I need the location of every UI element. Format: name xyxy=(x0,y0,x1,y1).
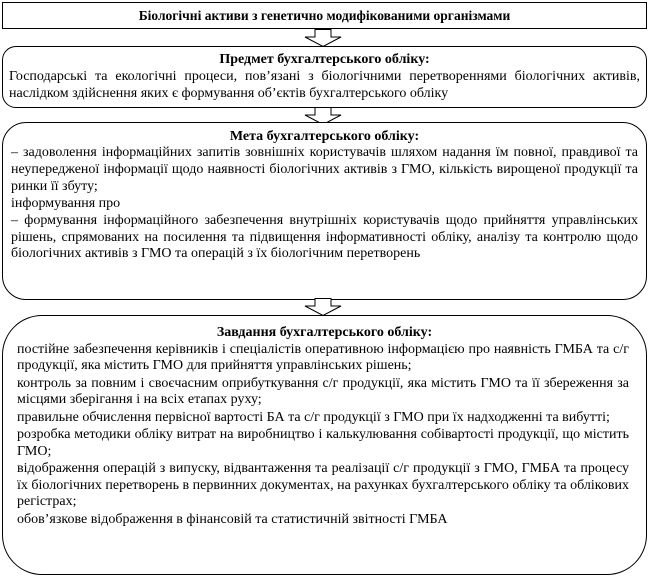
goal-item: – задоволення інформаційних запитів зовнішніх користувачів шляхом надання їм повної, правдивої та неупередженої інформації щодо наявності біологічних активів з ГМО, кількість вирощеної продукції та ринки її збуту; xyxy=(11,145,638,194)
task-item: постійне забезпечення керівників і спеціалістів оперативною інформацією про наявність ГМБА та с/г продукції, яка містить ГМО для прийняття управлінських рішень; xyxy=(17,342,629,374)
subject-box xyxy=(2,46,647,108)
down-arrow-1 xyxy=(303,29,343,47)
subject-heading: Предмет бухгалтерського обліку: xyxy=(219,52,430,67)
diagram-title: Біологічні активи з генетично модифікованими організмами xyxy=(138,7,511,23)
subject-text: Господарські та екологічні процеси, пов’язані з біологічними перетвореннями біологічних активів, наслідком здійснення яких є формування об’єктів бухгалтерського обліку xyxy=(9,69,640,101)
tasks-heading: Завдання бухгалтерського обліку: xyxy=(216,325,433,340)
goal-item: – формування інформаційного забезпечення внутрішніх користувачів щодо прийняття управлінських рішень, спрямованих на посилення та підвищення інформативності обліку, аналізу та контролю щодо біологічних активів з ГМО та операцій з їх біологічним перетворень xyxy=(11,212,638,262)
down-arrow-3 xyxy=(303,298,343,316)
task-item: розробка методики обліку витрат на виробництво і калькулювання собівартості продукції, що містить ГМО; xyxy=(17,427,629,459)
task-item: правильне обчислення первісної вартості БА та с/г продукції з ГМО при їх надходженні та вибутті; xyxy=(17,409,610,425)
title-box xyxy=(2,2,647,29)
goal-box xyxy=(2,122,647,300)
tasks-box xyxy=(2,315,647,575)
task-item: відображення операцій з випуску, відвантаження та реалізації с/г продукції з ГМО, ГМБА та процесу їх біологічних перетворень в первинних документах, на рахунках бухгалтерського обліку та облікових регістрах; xyxy=(17,461,629,510)
goal-heading: Мета бухгалтерського обліку: xyxy=(229,129,420,144)
goal-item: інформування про xyxy=(11,195,121,211)
task-item: контроль за повним і своєчасним оприбуткування с/г продукції, яка містить ГМО та її збереження за місцями зберігання і на всіх етапах руху; xyxy=(17,375,629,408)
task-item: обов’язкове відображення в фінансовій та статистичній звітності ГМБА xyxy=(17,511,448,527)
